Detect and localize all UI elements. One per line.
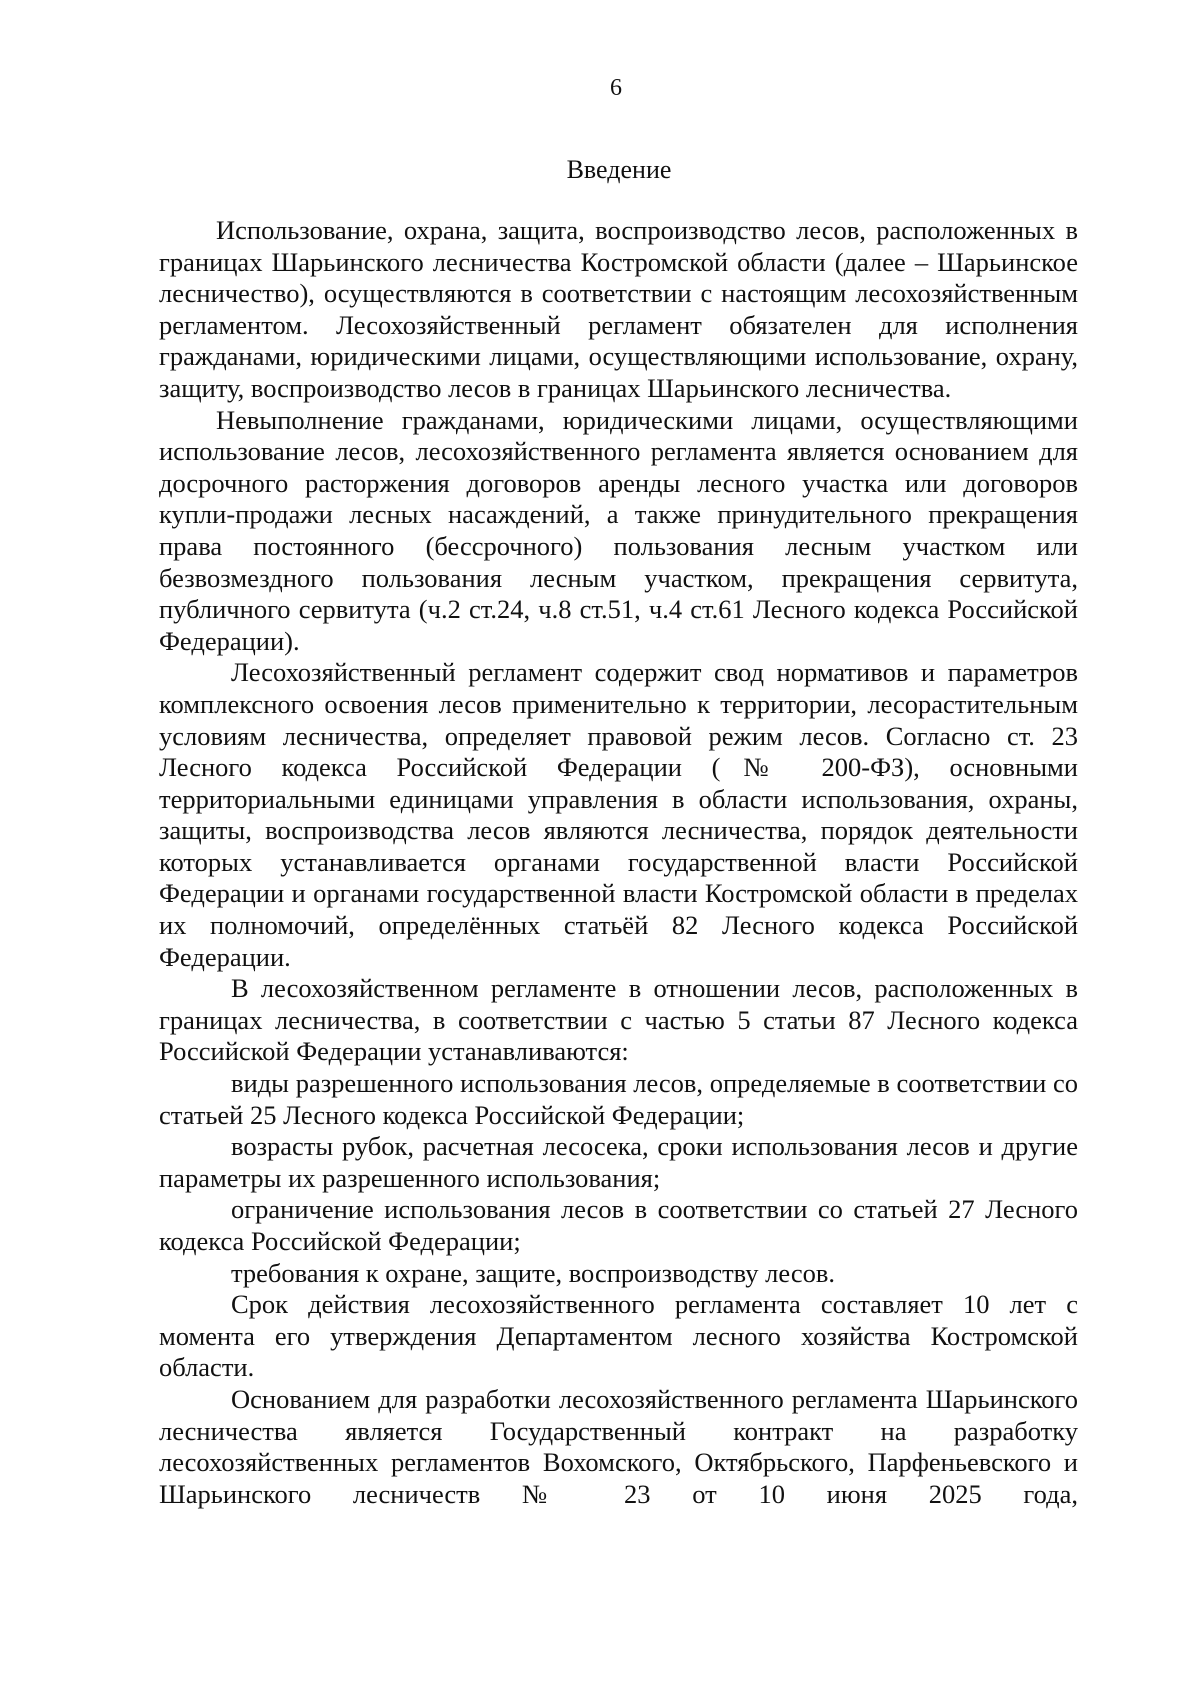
list-item-usage-types: виды разрешенного использования лесов, определяемые в соответствии со статьей 25 Лесного кодекса Российской Федерации; [159,1068,1078,1130]
section-heading: Введение [566,155,672,184]
paragraph-regulation-content: Лесохозяйственный регламент содержит свод нормативов и параметров комплексного освоения лесов применительно к территории, лесорастительным условиям лесничества, определяет правовой режим лесов. Согласно ст. 23 Лесного кодекса Российской Федерации (№ 200-ФЗ), основными территориальными единицами управления в области использования, охраны, защиты, воспроизводства лесов являются лесничества, порядок деятельности которых устанавливается органами государственной власти Российской Федерации и органами государственной власти Костромской области в пределах их полномочий, определённых статьёй 82 Лесного кодекса Российской Федерации. [159,657,1078,972]
paragraph-validity-period: Срок действия лесохозяйственного регламента составляет 10 лет с момента его утверждения Департаментом лесного хозяйства Костромской области. [159,1289,1078,1383]
paragraph-usage: Использование, охрана, защита, воспроизводство лесов, расположенных в границах Шарьинского лесничества Костромской области (далее – Шарьинское лесничество), осуществляются в соответствии с настоящим лесохозяйственным регламентом. Лесохозяйственный регламент обязателен для исполнения гражданами, юридическими лицами, осуществляющими использование, охрану, защиту, воспроизводство лесов в границах Шарьинского лесничества. [159,215,1078,403]
list-item-protection-requirements: требования к охране, защите, воспроизводству лесов. [231,1257,835,1288]
paragraph-established-items: В лесохозяйственном регламенте в отношении лесов, расположенных в границах лесничества, в соответствии с частью 5 статьи 87 Лесного кодекса Российской Федерации устанавливаются: [159,973,1078,1067]
list-item-usage-restrictions: ограничение использования лесов в соответствии со статьей 27 Лесного кодекса Российской Федерации; [159,1194,1078,1256]
paragraph-non-compliance: Невыполнение гражданами, юридическими лицами, осуществляющими использование лесов, лесохозяйственного регламента является основанием для досрочного расторжения договоров аренды лесного участка или договоров купли-продажи лесных насаждений, а также принудительного прекращения права постоянного (бессрочного) пользования лесным участком или безвозмездного пользования лесным участком, прекращения сервитута, публичного сервитута (ч.2 ст.24, ч.8 ст.51, ч.4 ст.61 Лесного кодекса Российской Федерации). [159,404,1078,656]
page-number: 6 [610,75,622,101]
paragraph-development-basis: Основанием для разработки лесохозяйственного регламента Шарьинского лесничества является Государственный контракт на разработку лесохозяйственных регламентов Вохомского, Октябрьского, Парфеньевского и Шарьинского лесничеств № 23 от 10 июня 2025 года, [159,1383,1078,1509]
body-text [159,215,1078,1510]
list-item-cutting-ages: возрасты рубок, расчетная лесосека, сроки использования лесов и другие параметры их разрешенного использования; [159,1131,1078,1193]
